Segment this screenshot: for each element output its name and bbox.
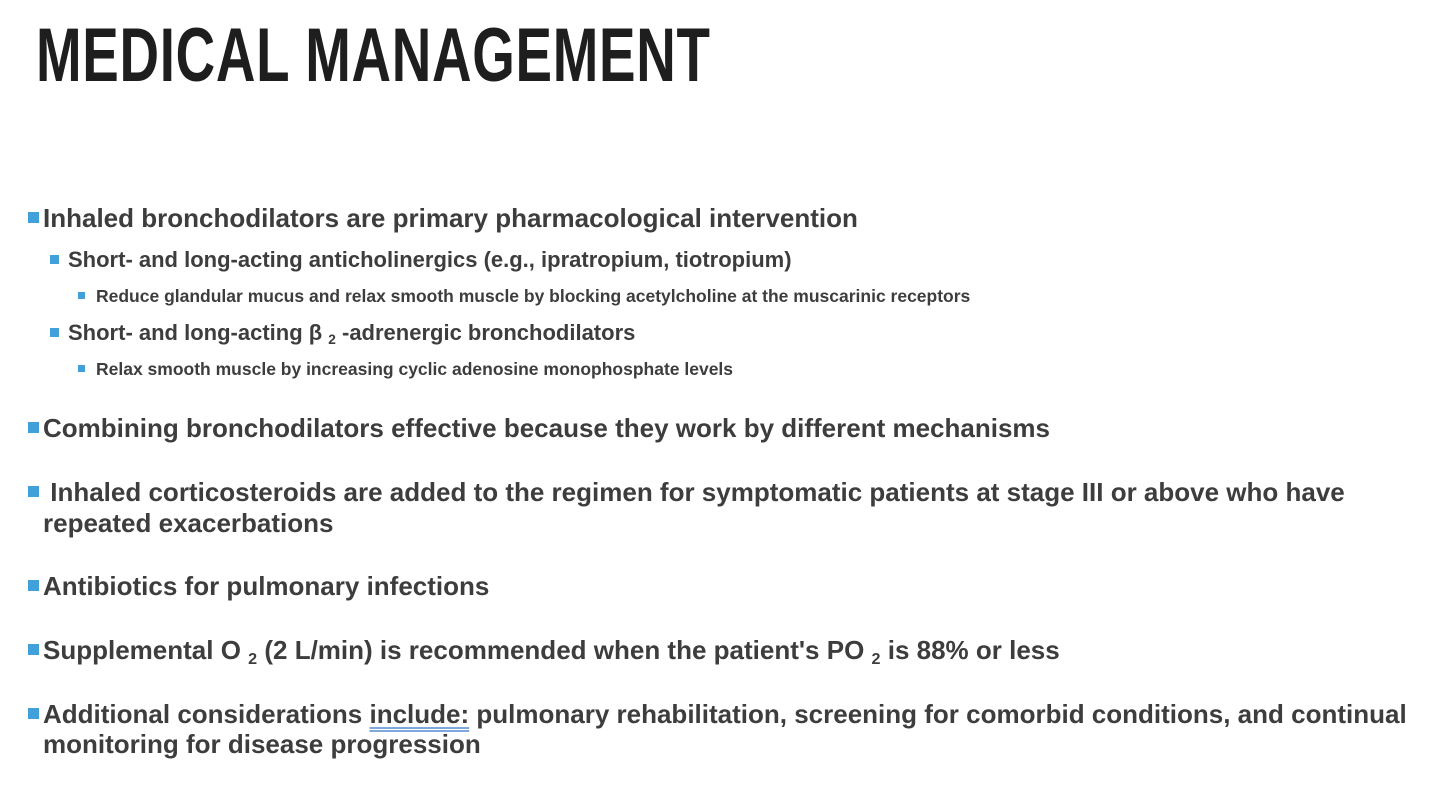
bullet-item-level-2 [50, 320, 1434, 346]
bullet-square-icon [28, 422, 39, 433]
bullet-text: Short- and long-acting β 2 -adrenergic bronchodilators [68, 320, 636, 347]
bullet-item-level-1 [28, 413, 1434, 444]
bullet-text: Short- and long-acting anticholinergics (e.g., ipratropium, tiotropium) [68, 246, 792, 272]
bullet-square-icon [28, 486, 39, 497]
bullet-item-level-3 [78, 359, 1434, 380]
bullet-square-icon [28, 708, 39, 719]
bullet-text: Additional considerations include: pulmonary rehabilitation, screening for comorbid conditions, and continual monitoring for disease progression [43, 698, 1414, 760]
bullet-text: Combining bronchodilators effective because they work by different mechanisms [43, 413, 1051, 444]
bullet-text: Inhaled corticosteroids are added to the regimen for symptomatic patients at stage III or above who have repeated exacerbations [43, 477, 1352, 538]
slide-body [28, 203, 1434, 760]
bullet-square-icon [78, 292, 85, 299]
bullet-text: Inhaled bronchodilators are primary pharmacological intervention [43, 203, 858, 233]
bullet-text: Antibiotics for pulmonary infections [43, 571, 490, 602]
bullet-item-level-1 [28, 203, 1434, 234]
bullet-square-icon [50, 328, 59, 337]
grammar-underlined-text: include: [369, 698, 470, 729]
bullet-item-level-1 [28, 477, 1434, 538]
bullet-item-level-2 [50, 247, 1434, 273]
bullet-square-icon [28, 212, 39, 223]
slide-title: MEDICAL MANAGEMENT [36, 13, 711, 98]
bullet-item-level-1 [28, 635, 1434, 666]
subscript-text: 2 [248, 649, 258, 668]
bullet-text: Supplemental O 2 (2 L/min) is recommended when the patient's PO 2 is 88% or less [43, 635, 1060, 668]
bullet-square-icon [78, 365, 85, 372]
bullet-text: Reduce glandular mucus and relax smooth muscle by blocking acetylcholine at the muscarinic receptors [96, 286, 971, 307]
bullet-text: Relax smooth muscle by increasing cyclic adenosine monophosphate levels [96, 359, 734, 380]
bullet-square-icon [50, 255, 59, 264]
bullet-item-level-1 [28, 571, 1434, 602]
subscript-text: 2 [871, 649, 881, 668]
bullet-square-icon [28, 644, 39, 655]
subscript-text: 2 [328, 331, 336, 347]
bullet-item-level-1 [28, 699, 1434, 760]
bullet-item-level-3 [78, 286, 1434, 307]
bullet-square-icon [28, 580, 39, 591]
